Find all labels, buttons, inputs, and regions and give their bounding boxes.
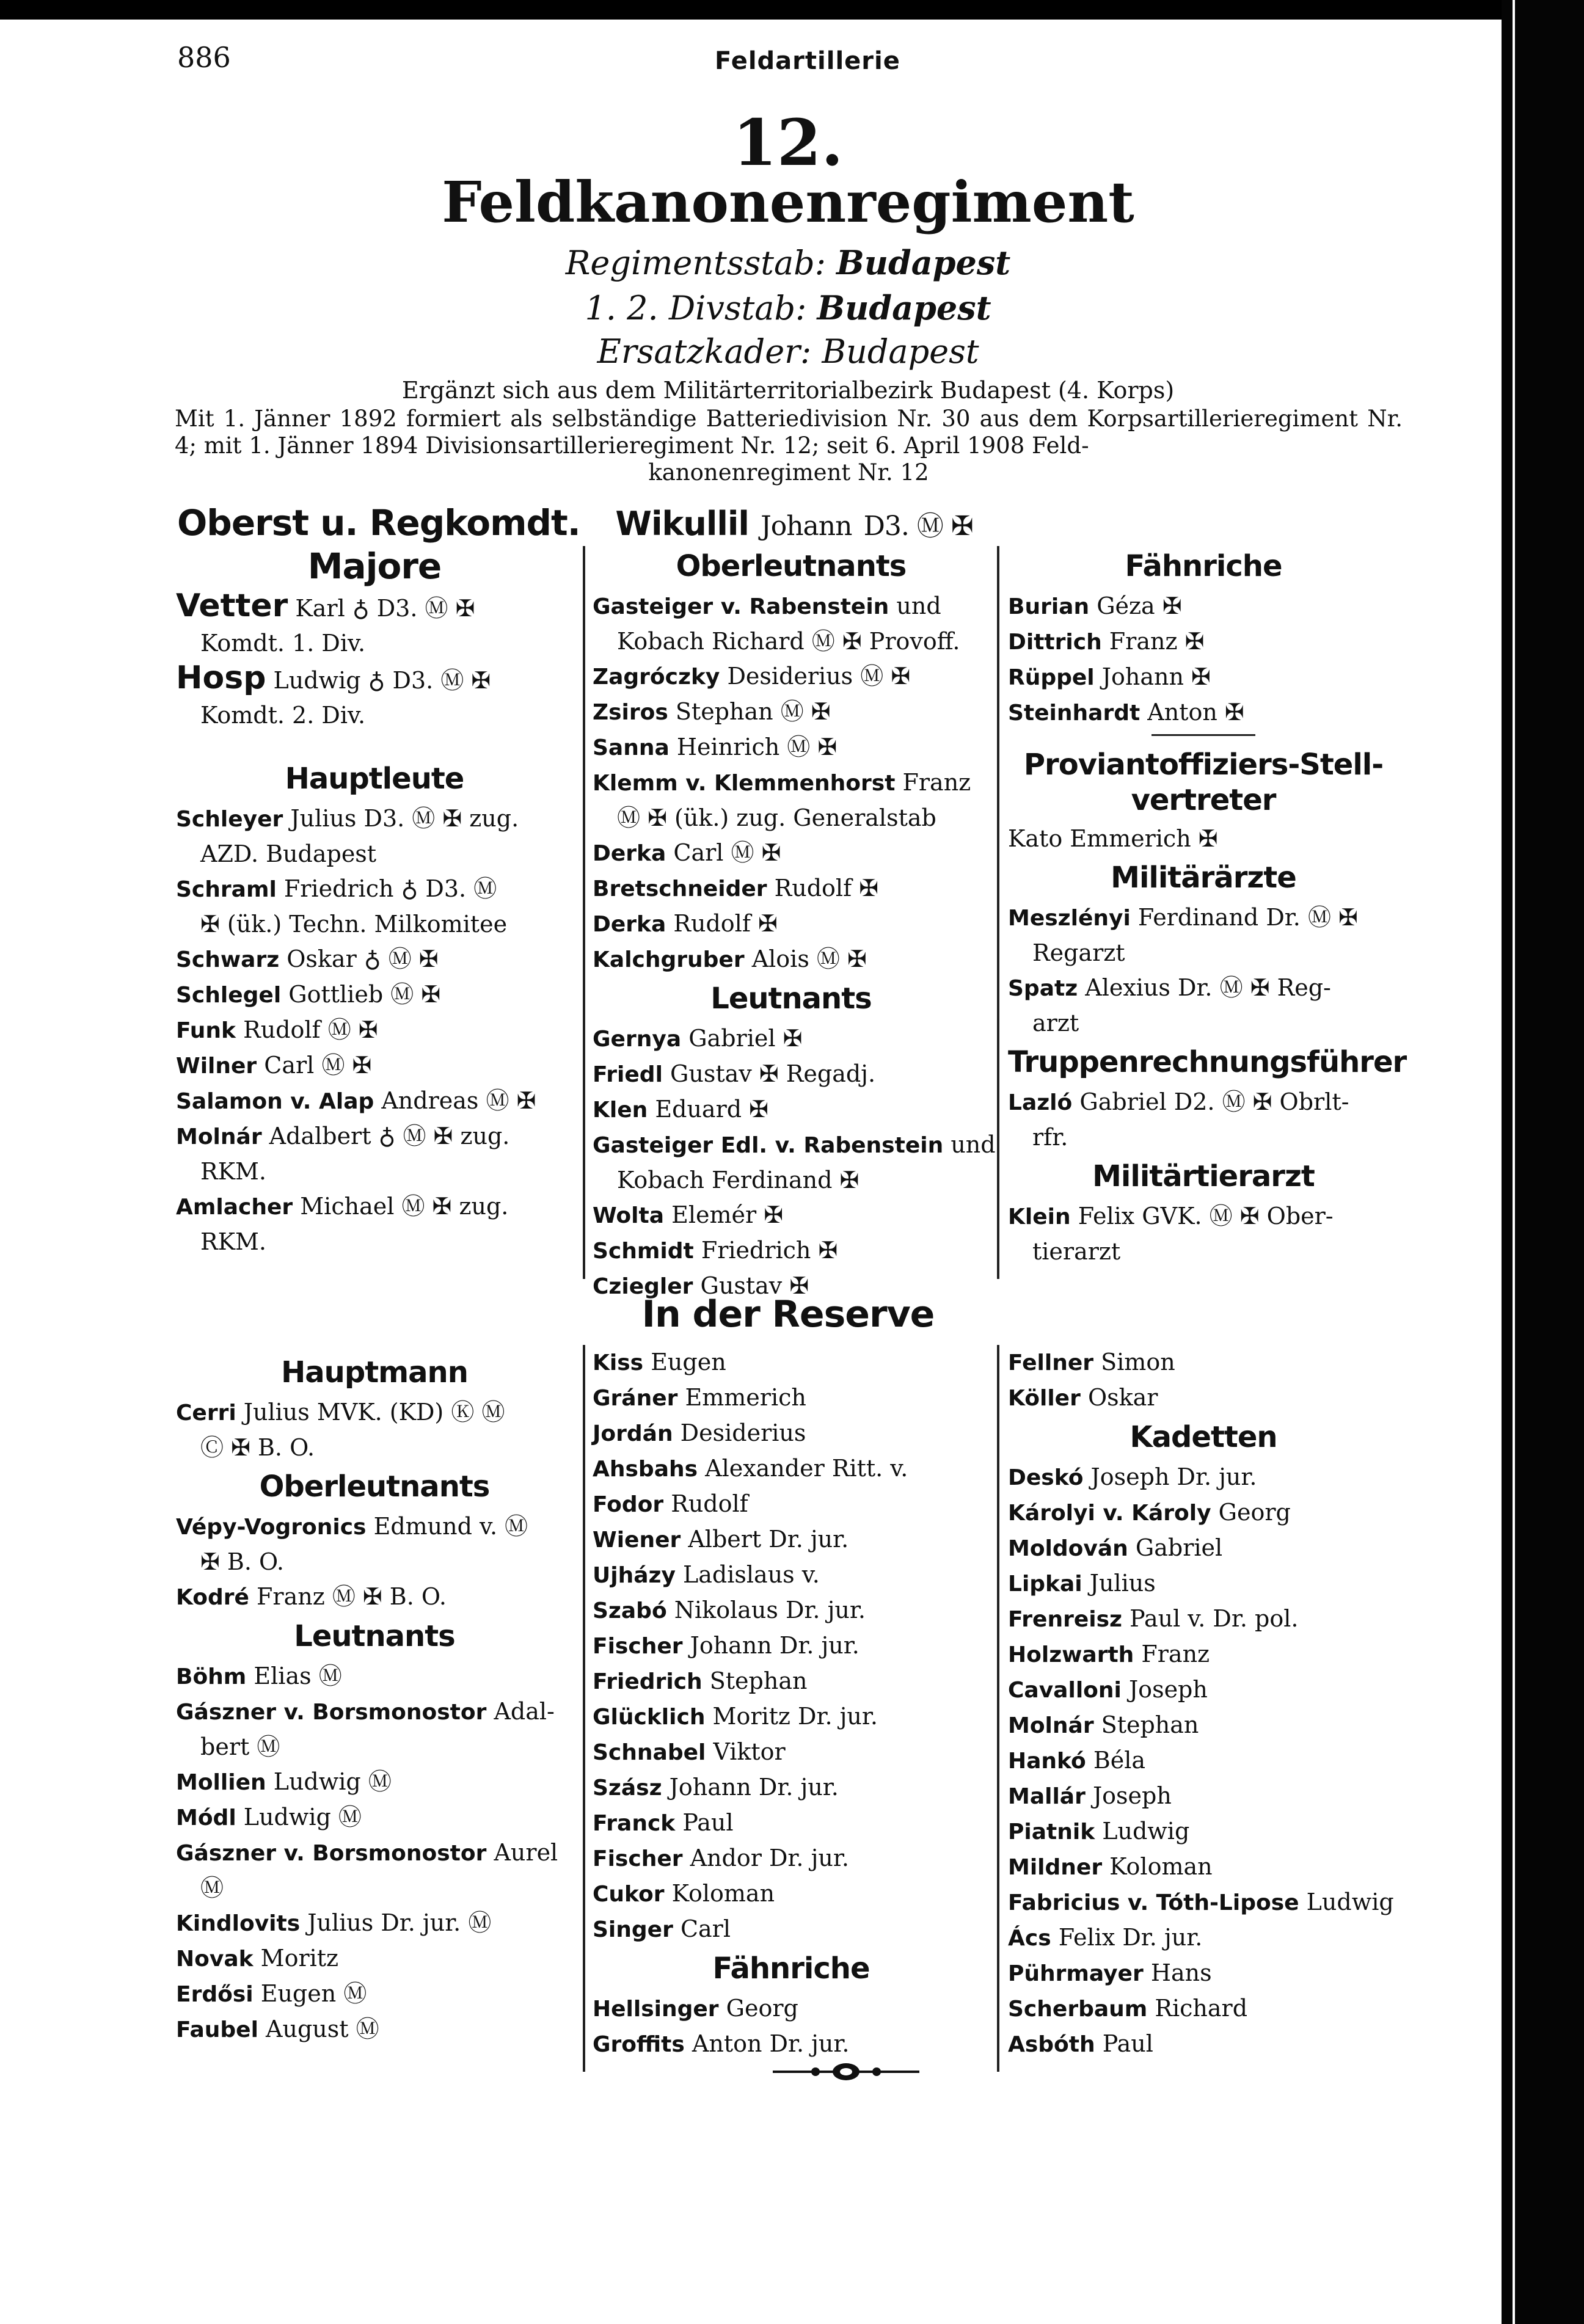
list-item: Cziegler Gustav ✠: [593, 1272, 809, 1299]
section-heading-hauptleute: Hauptleute: [285, 762, 464, 796]
list-item-note: Komdt. 1. Div.: [200, 630, 366, 657]
section-heading-fahnriche: Fähnriche: [1125, 549, 1282, 583]
list-item: Faubel August Ⓜ: [176, 2016, 379, 2042]
list-item: Wiener Albert Dr. jur.: [593, 1526, 849, 1553]
list-item: Klemm v. Klemmenhorst Franz: [593, 769, 971, 796]
column-reserve-2: [593, 1345, 990, 2062]
column-active-2: [593, 545, 996, 1304]
list-item: Pührmayer Hans: [1008, 1959, 1212, 1986]
list-item-note: RKM.: [200, 1228, 266, 1255]
list-item: Cerri Julius MVK. (KD) Ⓚ Ⓜ: [176, 1399, 505, 1426]
list-item: Cukor Koloman: [593, 1880, 775, 1907]
list-item: Derka Rudolf ✠: [593, 910, 778, 937]
column-reserve-3: [1008, 1345, 1399, 2062]
section-heading-militartierarzt: Militärtierarzt: [1092, 1159, 1315, 1193]
list-item: Ács Felix Dr. jur.: [1008, 1924, 1203, 1951]
list-item-note: Kobach Richard Ⓜ ✠ Provoff.: [617, 628, 960, 655]
section-heading-kadetten: Kadetten: [1130, 1420, 1277, 1454]
column-active-3: [1008, 545, 1407, 1269]
list-item-note: RKM.: [200, 1158, 266, 1185]
list-item: Ujházy Ladislaus v.: [593, 1561, 820, 1588]
list-item: Vépy-Vogronics Edmund v. Ⓜ: [176, 1513, 528, 1540]
list-item: Jordán Desiderius: [593, 1419, 806, 1446]
history-paragraph: Mit 1. Jänner 1892 formiert als selbständige Batteriedivision Nr. 30 aus dem Korpsartillerieregiment Nr. 4; mit 1. Jänner 1894 Divisionsartillerieregiment Nr. 12; seit 6. April 1908 Feld- kanonenregiment Nr. 12: [175, 406, 1403, 486]
list-item-note: Komdt. 2. Div.: [200, 702, 366, 729]
list-item: Molnár Adalbert ♁ Ⓜ ✠ zug.: [176, 1123, 510, 1149]
list-item: Károlyi v. Károly Georg: [1008, 1499, 1291, 1526]
list-item-note: AZD. Budapest: [200, 840, 377, 867]
stab-line-regiment: Regimentsstab: Budapest: [565, 243, 1011, 282]
scan-border-right: [1502, 0, 1584, 2324]
list-item: Gászner v. Borsmonostor Aurel: [176, 1839, 558, 1866]
list-item: Szász Johann Dr. jur.: [593, 1774, 839, 1801]
scan-border-top: [0, 0, 1584, 20]
list-item: Asbóth Paul: [1008, 2030, 1153, 2057]
list-item: Rüppel Johann ✠: [1008, 663, 1211, 690]
column-active-1: [176, 545, 573, 1259]
list-item: Szabó Nikolaus Dr. jur.: [593, 1597, 866, 1623]
section-heading-militararzte: Militärärzte: [1111, 861, 1296, 895]
list-item: Steinhardt Anton ✠: [1008, 699, 1244, 726]
section-heading-truppenrechnungsfuhrer: Truppenrechnungsführer: [1008, 1045, 1407, 1079]
list-item: Mildner Koloman: [1008, 1853, 1213, 1880]
list-item: Holzwarth Franz: [1008, 1641, 1210, 1667]
list-item: Wilner Carl Ⓜ ✠: [176, 1052, 372, 1079]
section-heading-reserve: In der Reserve: [641, 1293, 935, 1336]
list-item: Burian Géza ✠: [1008, 592, 1182, 619]
list-item: Schraml Friedrich ♁ D3. Ⓜ: [176, 875, 497, 902]
list-item: Klein Felix GVK. Ⓜ ✠ Ober-: [1008, 1203, 1334, 1229]
list-item: Fodor Rudolf: [593, 1490, 748, 1517]
section-heading-majore: Majore: [307, 545, 442, 587]
list-item: Zsiros Stephan Ⓜ ✠: [593, 698, 831, 725]
list-item: Moldován Gabriel: [1008, 1534, 1223, 1561]
list-item: Módl Ludwig Ⓜ: [176, 1804, 362, 1830]
list-item: Gernya Gabriel ✠: [593, 1025, 803, 1052]
page-header: Feldartillerie: [715, 47, 900, 75]
list-item: Fellner Simon: [1008, 1349, 1175, 1375]
list-item: Sanna Heinrich Ⓜ ✠: [593, 734, 838, 760]
list-item-note: Kobach Ferdinand ✠: [617, 1167, 860, 1193]
regiment-name: Feldkanonenregiment: [442, 169, 1134, 235]
page-number: 886: [177, 41, 231, 74]
column-divider-2: [997, 546, 999, 1279]
list-item-note: rfr.: [1032, 1124, 1068, 1151]
list-item: Singer Carl: [593, 1915, 731, 1942]
list-item: Spatz Alexius Dr. Ⓜ ✠ Reg-: [1008, 974, 1331, 1001]
list-item: Derka Carl Ⓜ ✠: [593, 839, 781, 866]
list-item-note: ✠ B. O.: [200, 1548, 285, 1575]
list-item: Friedl Gustav ✠ Regadj.: [593, 1060, 876, 1087]
list-item: Böhm Elias Ⓜ: [176, 1663, 342, 1689]
section-heading-oberleutnants: Oberleutnants: [259, 1470, 490, 1504]
section-heading-proviant: Proviantoffiziers-Stell- vertreter: [1023, 748, 1384, 817]
list-item: Fischer Andor Dr. jur.: [593, 1845, 849, 1871]
list-item: Amlacher Michael Ⓜ ✠ zug.: [176, 1193, 509, 1220]
column-divider-4: [997, 1345, 999, 2072]
list-item: Schmidt Friedrich ✠: [593, 1237, 838, 1264]
list-item: Deskó Joseph Dr. jur.: [1008, 1463, 1257, 1490]
list-item-note: bert Ⓜ: [200, 1733, 280, 1760]
list-item: Kodré Franz Ⓜ ✠ B. O.: [176, 1583, 447, 1610]
list-item: Schwarz Oskar ♁ Ⓜ ✠: [176, 945, 439, 972]
erganzt-line: Ergänzt sich aus dem Militärterritorialbezirk Budapest (4. Korps): [401, 377, 1175, 404]
list-item: Schnabel Viktor: [593, 1738, 786, 1765]
decorative-ornament: [773, 2060, 919, 2084]
list-item: Wolta Elemér ✠: [593, 1201, 784, 1228]
column-divider-1: [583, 546, 585, 1279]
list-item: Hankó Béla: [1008, 1747, 1146, 1774]
list-item: Vetter Karl ♁ D3. Ⓜ ✠: [176, 588, 475, 624]
section-divider: [1152, 734, 1255, 736]
document-page: [171, 20, 1405, 2292]
regiment-commander: Oberst u. Regkomdt. Wikullil Johann D3. Ⓜ ✠: [177, 502, 973, 544]
list-item-note: arzt: [1032, 1010, 1079, 1036]
list-item-note: Regarzt: [1032, 939, 1125, 966]
list-item: Gráner Emmerich: [593, 1384, 806, 1411]
list-item: Frenreisz Paul v. Dr. pol.: [1008, 1605, 1299, 1632]
list-item: Schleyer Julius D3. Ⓜ ✠ zug.: [176, 805, 519, 832]
stab-line-division: 1. 2. Divstab: Budapest: [585, 288, 991, 327]
list-item: Piatnik Ludwig: [1008, 1818, 1190, 1845]
list-item: Dittrich Franz ✠: [1008, 628, 1205, 655]
list-item: Kindlovits Julius Dr. jur. Ⓜ: [176, 1909, 492, 1936]
column-reserve-1: [176, 1339, 573, 2047]
list-item: Kalchgruber Alois Ⓜ ✠: [593, 945, 867, 972]
section-heading-leutnants: Leutnants: [710, 982, 872, 1016]
list-item: Gasteiger v. Rabenstein und: [593, 592, 941, 619]
list-item: Kato Emmerich ✠: [1008, 825, 1218, 852]
list-item: Ahsbahs Alexander Ritt. v.: [593, 1455, 908, 1482]
list-item: Glücklich Moritz Dr. jur.: [593, 1703, 878, 1730]
list-item: Franck Paul: [593, 1809, 734, 1836]
list-item: Kiss Eugen: [593, 1349, 726, 1375]
list-item: Meszlényi Ferdinand Dr. Ⓜ ✠: [1008, 904, 1358, 931]
list-item-note: Ⓜ ✠ (ük.) zug. Generalstab: [617, 804, 936, 831]
section-heading-leutnants: Leutnants: [294, 1619, 455, 1653]
section-heading-fahnriche: Fähnriche: [712, 1951, 870, 1986]
list-item-note: tierarzt: [1032, 1238, 1121, 1265]
list-item: Funk Rudolf Ⓜ ✠: [176, 1016, 378, 1043]
list-item: Molnár Stephan: [1008, 1711, 1199, 1738]
regiment-number: 12.: [732, 105, 844, 180]
stab-line-ersatz: Ersatzkader: Budapest: [597, 332, 979, 371]
list-item: Lazló Gabriel D2. Ⓜ ✠ Obrlt-: [1008, 1088, 1349, 1115]
list-item: Zagróczky Desiderius Ⓜ ✠: [593, 663, 911, 690]
list-item: Novak Moritz: [176, 1945, 339, 1972]
list-item: Gászner v. Borsmonostor Adal-: [176, 1698, 555, 1725]
list-item: Groffits Anton Dr. jur.: [593, 2030, 850, 2057]
list-item: Schlegel Gottlieb Ⓜ ✠: [176, 981, 441, 1008]
list-item: Salamon v. Alap Andreas Ⓜ ✠: [176, 1087, 536, 1114]
list-item: Köller Oskar: [1008, 1384, 1158, 1411]
list-item: Hosp Ludwig ♁ D3. Ⓜ ✠: [176, 660, 491, 696]
list-item-note: Ⓜ: [200, 1874, 224, 1901]
list-item: Cavalloni Joseph: [1008, 1676, 1208, 1703]
list-item: Fischer Johann Dr. jur.: [593, 1632, 860, 1659]
column-divider-3: [583, 1345, 585, 2072]
list-item: Hellsinger Georg: [593, 1995, 798, 2022]
section-heading-oberleutnants: Oberleutnants: [676, 549, 907, 583]
list-item: Mallár Joseph: [1008, 1782, 1172, 1809]
section-heading-hauptmann: Hauptmann: [281, 1355, 468, 1390]
list-item: Scherbaum Richard: [1008, 1995, 1248, 2022]
list-item: Klen Eduard ✠: [593, 1096, 768, 1123]
list-item-note: Ⓒ ✠ B. O.: [200, 1434, 315, 1461]
list-item: Friedrich Stephan: [593, 1667, 808, 1694]
list-item: Erdősi Eugen Ⓜ: [176, 1980, 367, 2007]
list-item: Bretschneider Rudolf ✠: [593, 875, 879, 902]
list-item: Lipkai Julius: [1008, 1570, 1156, 1597]
list-item: Mollien Ludwig Ⓜ: [176, 1768, 392, 1795]
list-item-note: ✠ (ük.) Techn. Milkomitee: [200, 911, 508, 938]
list-item: Fabricius v. Tóth-Lipose Ludwig: [1008, 1889, 1394, 1915]
list-item: Gasteiger Edl. v. Rabenstein und: [593, 1131, 996, 1158]
